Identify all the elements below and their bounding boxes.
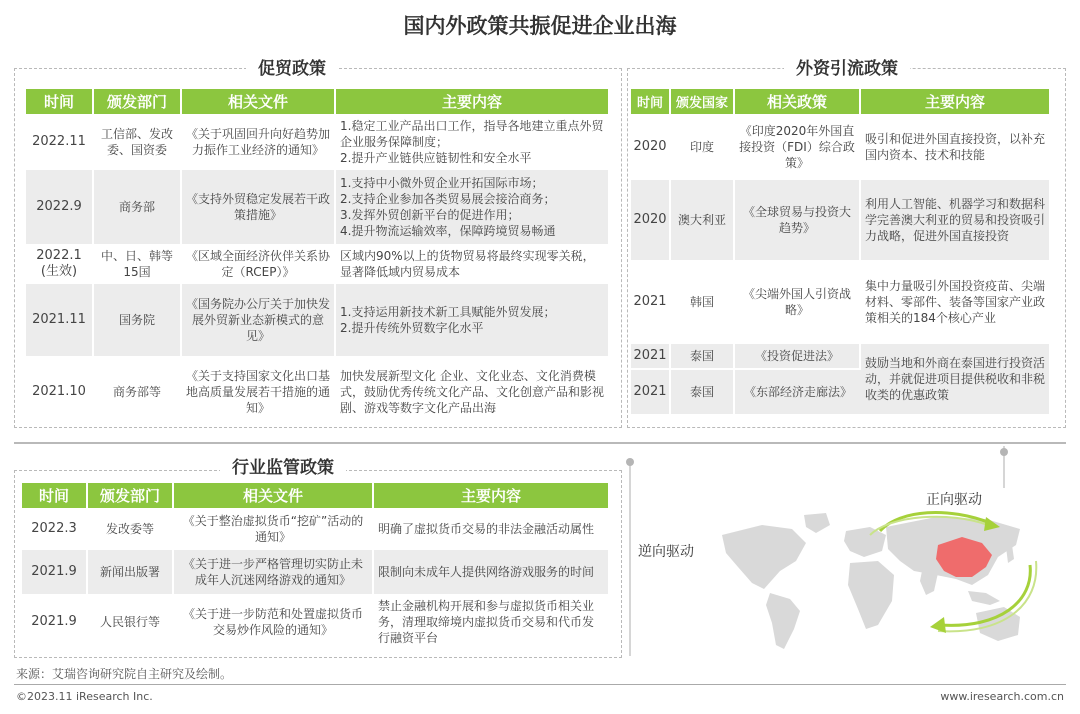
header-country: 颁发国家 xyxy=(671,89,735,114)
website-url: www.iresearch.com.cn xyxy=(940,690,1064,703)
cell-content: 集中力量吸引外国投资疫苗、尖端材料、零部件、装备等国家产业政策相关的184个核心产业 xyxy=(861,262,1049,342)
cell-time: 2020 xyxy=(631,116,671,178)
foreign-policy-title: 外资引流政策 xyxy=(784,58,910,80)
cell-time: 2021 xyxy=(631,262,671,342)
cell-content: 限制向未成年人提供网络游戏服务的时间 xyxy=(374,550,608,594)
cell-dept: 国务院 xyxy=(94,284,182,356)
cell-dept: 发改委等 xyxy=(88,510,174,548)
header-policy: 相关政策 xyxy=(735,89,861,114)
cell-dept: 商务部等 xyxy=(94,358,182,426)
cell-time: 2022.9 xyxy=(26,170,94,244)
cell-content: 禁止金融机构开展和参与虚拟货币相关业务，清理取缔境内虚拟货币交易和代币发行融资平台 xyxy=(374,596,608,648)
cell-doc: 《国务院办公厅关于加快发展外贸新业态新模式的意见》 xyxy=(182,284,336,356)
cell-dept: 工信部、发改委、国资委 xyxy=(94,116,182,168)
cell-doc: 《关于整治虚拟货币“挖矿”活动的通知》 xyxy=(174,510,374,548)
header-dept: 颁发部门 xyxy=(88,483,174,508)
cell-dept: 商务部 xyxy=(94,170,182,244)
cell-doc: 《关于进一步防范和处置虚拟货币交易炒作风险的通知》 xyxy=(174,596,374,648)
cell-time: 2022.1 (生效) xyxy=(26,246,94,282)
cell-content: 1.支持中小微外贸企业开拓国际市场； 2.支持企业参加各类贸易展会接洽商务； 3.发挥外贸创新平台的促进作用； 4.提升物流运输效率，保障跨境贸易畅通 xyxy=(336,170,608,244)
header-content: 主要内容 xyxy=(336,89,608,114)
cell-time: 2020 xyxy=(631,180,671,260)
forward-driver-label: 正向驱动 xyxy=(922,489,986,509)
footer-divider xyxy=(14,684,1066,685)
cell-content: 明确了虚拟货币交易的非法金融活动属性 xyxy=(374,510,608,548)
cell-country: 印度 xyxy=(671,116,735,178)
cell-content: 区域内90%以上的货物贸易将最终实现零关税，显著降低域内贸易成本 xyxy=(336,246,608,282)
header-time: 时间 xyxy=(26,89,94,114)
source-note: 来源：艾瑞咨询研究院自主研究及绘制。 xyxy=(16,667,233,681)
cell-time: 2022.3 xyxy=(22,510,88,548)
cell-doc: 《关于支持国家文化出口基地高质量发展若干措施的通知》 xyxy=(182,358,336,426)
world-map xyxy=(700,505,1056,657)
cell-policy: 《印度2020年外国直接投资（FDI）综合政策》 xyxy=(735,116,861,178)
regulation-policy-title: 行业监管政策 xyxy=(220,457,346,479)
header-content: 主要内容 xyxy=(374,483,608,508)
copyright-text: ©2023.11 iResearch Inc. xyxy=(16,690,153,703)
cell-country: 泰国 xyxy=(671,370,735,414)
cell-country: 韩国 xyxy=(671,262,735,342)
cell-content: 1.稳定工业产品出口工作，指导各地建立重点外贸企业服务保障制度； 2.提升产业链供应链韧性和安全水平 xyxy=(336,116,608,168)
header-doc: 相关文件 xyxy=(182,89,336,114)
cell-time: 2021 xyxy=(631,370,671,414)
cell-time: 2022.11 xyxy=(26,116,94,168)
cell-time: 2021.10 xyxy=(26,358,94,426)
trade-policy-title: 促贸政策 xyxy=(246,58,338,80)
cell-policy: 《投资促进法》 xyxy=(735,344,861,368)
cell-content: 1.支持运用新技术新工具赋能外贸发展； 2.提升传统外贸数字化水平 xyxy=(336,284,608,356)
header-time: 时间 xyxy=(631,89,671,114)
cell-time: 2021.9 xyxy=(22,550,88,594)
cell-country: 泰国 xyxy=(671,344,735,368)
cell-dept: 中、日、韩等15国 xyxy=(94,246,182,282)
cell-doc: 《关于巩固回升向好趋势加力振作工业经济的通知》 xyxy=(182,116,336,168)
cell-time: 2021.11 xyxy=(26,284,94,356)
cell-country: 澳大利亚 xyxy=(671,180,735,260)
header-time: 时间 xyxy=(22,483,88,508)
header-doc: 相关文件 xyxy=(174,483,374,508)
page-title: 国内外政策共振促进企业出海 xyxy=(403,14,677,38)
cell-content: 吸引和促进外国直接投资，以补充国内资本、技术和技能 xyxy=(861,116,1049,178)
cell-time: 2021.9 xyxy=(22,596,88,648)
cell-time: 2021 xyxy=(631,344,671,368)
cell-policy: 《全球贸易与投资大趋势》 xyxy=(735,180,861,260)
header-content: 主要内容 xyxy=(861,89,1049,114)
cell-content: 利用人工智能、机器学习和数据科学完善澳大利亚的贸易和投资吸引力战略，促进外国直接投资 xyxy=(861,180,1049,260)
cell-doc: 《区域全面经济伙伴关系协定（RCEP）》 xyxy=(182,246,336,282)
cell-content: 鼓励当地和外商在泰国进行投资活动，并就促进项目提供税收和非税收类的优惠政策 xyxy=(861,344,1049,414)
cell-content: 加快发展新型文化 企业、文化业态、文化消费模式，鼓励优秀传统文化产品、文化创意产品和影视剧、游戏等数字文化产品出海 xyxy=(336,358,608,426)
cell-dept: 人民银行等 xyxy=(88,596,174,648)
cell-doc: 《支持外贸稳定发展若干政策措施》 xyxy=(182,170,336,244)
reverse-driver-label: 逆向驱动 xyxy=(634,541,698,561)
header-dept: 颁发部门 xyxy=(94,89,182,114)
cell-policy: 《东部经济走廊法》 xyxy=(735,370,861,414)
cell-doc: 《关于进一步严格管理切实防止未成年人沉迷网络游戏的通知》 xyxy=(174,550,374,594)
cell-dept: 新闻出版署 xyxy=(88,550,174,594)
cell-policy: 《尖端外国人引资战略》 xyxy=(735,262,861,342)
